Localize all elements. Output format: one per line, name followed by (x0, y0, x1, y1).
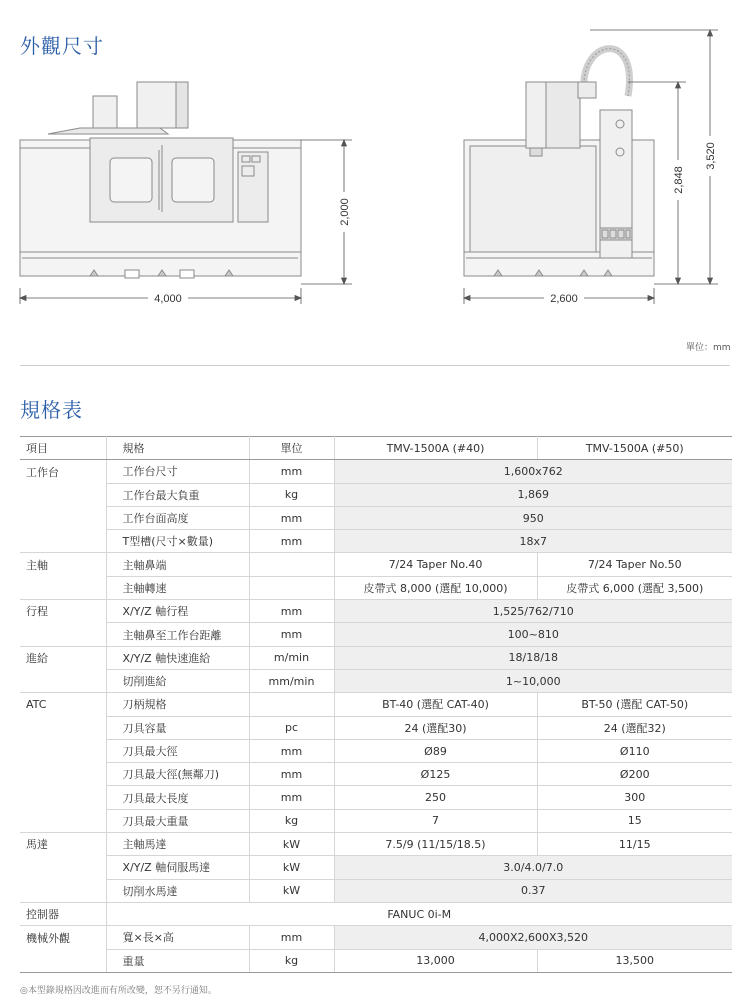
table-row (20, 460, 732, 483)
spec-item-cell: 刀具最大徑(無鄰刀) (106, 763, 249, 786)
spec-section-title: 規格表 (20, 398, 83, 422)
spec-item-cell: 工作台最大負重 (106, 483, 249, 506)
unit-cell: kW (249, 856, 334, 879)
merged-value-cell: 0.37 (334, 879, 732, 902)
table-row (20, 553, 732, 576)
unit-cell: mm (249, 926, 334, 949)
merged-value-cell: 18x7 (334, 530, 732, 553)
spec-item-cell: 主軸鼻端 (106, 553, 249, 576)
section-divider (20, 365, 730, 366)
category-cell: 行程 (20, 600, 106, 623)
merged-value-cell: 1,525/762/710 (334, 600, 732, 623)
category-cell (20, 623, 106, 646)
value-50-cell: BT-50 (選配 CAT-50) (537, 693, 732, 716)
merged-value-cell: 18/18/18 (334, 646, 732, 669)
table-row (20, 763, 732, 786)
value-50-cell: Ø200 (537, 763, 732, 786)
category-cell (20, 763, 106, 786)
merged-value-cell: FANUC 0i-M (106, 902, 732, 925)
table-row (20, 833, 732, 856)
category-cell: 馬達 (20, 833, 106, 856)
category-cell (20, 949, 106, 972)
merged-value-cell: 1,869 (334, 483, 732, 506)
table-header-cell: 規格 (106, 437, 249, 460)
table-row (20, 483, 732, 506)
spec-item-cell: X/Y/Z 軸行程 (106, 600, 249, 623)
merged-value-cell: 1~10,000 (334, 669, 732, 692)
category-cell: ATC (20, 693, 106, 716)
table-header-cell: TMV-1500A (#50) (537, 437, 732, 460)
value-50-cell: 13,500 (537, 949, 732, 972)
spec-item-cell: 主軸轉速 (106, 576, 249, 599)
category-cell (20, 669, 106, 692)
spec-item-cell: 切削水馬達 (106, 879, 249, 902)
value-40-cell: Ø125 (334, 763, 537, 786)
table-row (20, 786, 732, 809)
spec-item-cell: 工作台尺寸 (106, 460, 249, 483)
unit-cell: mm (249, 739, 334, 762)
category-cell: 主軸 (20, 553, 106, 576)
category-cell (20, 483, 106, 506)
table-header-row (20, 437, 732, 460)
unit-cell: m/min (249, 646, 334, 669)
dimension-drawings (0, 0, 750, 340)
table-row (20, 646, 732, 669)
category-cell (20, 786, 106, 809)
spec-table (20, 436, 732, 973)
table-row (20, 902, 732, 925)
category-cell: 機械外觀 (20, 926, 106, 949)
category-cell (20, 716, 106, 739)
category-cell (20, 739, 106, 762)
spec-item-cell: 刀柄規格 (106, 693, 249, 716)
unit-cell: mm (249, 506, 334, 529)
value-40-cell: 24 (選配30) (334, 716, 537, 739)
spec-item-cell: 刀具最大重量 (106, 809, 249, 832)
category-cell: 工作台 (20, 460, 106, 483)
value-40-cell: Ø89 (334, 739, 537, 762)
unit-cell: mm (249, 763, 334, 786)
value-50-cell: 24 (選配32) (537, 716, 732, 739)
unit-cell: mm (249, 786, 334, 809)
table-row (20, 949, 732, 972)
value-40-cell: 250 (334, 786, 537, 809)
unit-cell (249, 693, 334, 716)
front-height-label: 2,000 (339, 198, 351, 226)
category-cell (20, 879, 106, 902)
category-cell (20, 506, 106, 529)
spec-item-cell: 主軸鼻至工作台距離 (106, 623, 249, 646)
dimensions-section-title: 外觀尺寸 (20, 34, 104, 58)
value-50-cell: Ø110 (537, 739, 732, 762)
table-row (20, 506, 732, 529)
category-cell: 進給 (20, 646, 106, 669)
unit-cell: pc (249, 716, 334, 739)
side-inner-height-label: 2,848 (673, 166, 685, 194)
spec-item-cell: 刀具容量 (106, 716, 249, 739)
table-row (20, 576, 732, 599)
unit-cell: mm (249, 623, 334, 646)
table-row (20, 716, 732, 739)
value-50-cell: 7/24 Taper No.50 (537, 553, 732, 576)
spec-item-cell: 切削進給 (106, 669, 249, 692)
table-row (20, 879, 732, 902)
spec-item-cell: T型槽(尺寸×數量) (106, 530, 249, 553)
merged-value-cell: 1,600x762 (334, 460, 732, 483)
value-40-cell: 7/24 Taper No.40 (334, 553, 537, 576)
table-row (20, 530, 732, 553)
side-total-height-label: 3,520 (705, 142, 717, 170)
value-50-cell: 300 (537, 786, 732, 809)
front-view-drawing (20, 82, 301, 278)
spec-item-cell: X/Y/Z 軸伺服馬達 (106, 856, 249, 879)
category-cell (20, 809, 106, 832)
table-row (20, 926, 732, 949)
spec-item-cell: 主軸馬達 (106, 833, 249, 856)
table-row (20, 809, 732, 832)
category-cell: 控制器 (20, 902, 106, 925)
table-row (20, 856, 732, 879)
unit-cell (249, 553, 334, 576)
merged-value-cell: 4,000X2,600X3,520 (334, 926, 732, 949)
value-40-cell: 7 (334, 809, 537, 832)
table-row (20, 739, 732, 762)
unit-note: 單位：mm (686, 343, 731, 353)
unit-cell: kg (249, 483, 334, 506)
table-header-cell: 項目 (20, 437, 106, 460)
merged-value-cell: 950 (334, 506, 732, 529)
spec-item-cell: X/Y/Z 軸快速進給 (106, 646, 249, 669)
category-cell (20, 576, 106, 599)
value-40-cell: 7.5/9 (11/15/18.5) (334, 833, 537, 856)
unit-cell: kW (249, 833, 334, 856)
side-depth-label: 2,600 (550, 293, 578, 305)
table-row (20, 623, 732, 646)
value-40-cell: 皮帶式 8,000 (選配 10,000) (334, 576, 537, 599)
spec-item-cell: 工作台面高度 (106, 506, 249, 529)
table-row (20, 600, 732, 623)
unit-cell: kW (249, 879, 334, 902)
category-cell (20, 856, 106, 879)
table-row (20, 693, 732, 716)
unit-cell: mm (249, 530, 334, 553)
spec-item-cell: 寬×長×高 (106, 926, 249, 949)
unit-cell: mm/min (249, 669, 334, 692)
value-50-cell: 皮帶式 6,000 (選配 3,500) (537, 576, 732, 599)
table-header-cell: 單位 (249, 437, 334, 460)
merged-value-cell: 100~810 (334, 623, 732, 646)
unit-cell (249, 576, 334, 599)
category-cell (20, 530, 106, 553)
merged-value-cell: 3.0/4.0/7.0 (334, 856, 732, 879)
unit-cell: kg (249, 949, 334, 972)
value-40-cell: 13,000 (334, 949, 537, 972)
table-header-cell: TMV-1500A (#40) (334, 437, 537, 460)
value-50-cell: 15 (537, 809, 732, 832)
unit-cell: kg (249, 809, 334, 832)
spec-item-cell: 刀具最大長度 (106, 786, 249, 809)
unit-cell: mm (249, 600, 334, 623)
table-row (20, 669, 732, 692)
footnote: ◎本型錄規格因改進而有所改變，恕不另行通知。 (20, 986, 217, 996)
front-width-label: 4,000 (154, 293, 182, 305)
unit-cell: mm (249, 460, 334, 483)
value-40-cell: BT-40 (選配 CAT-40) (334, 693, 537, 716)
spec-item-cell: 重量 (106, 949, 249, 972)
value-50-cell: 11/15 (537, 833, 732, 856)
side-view-drawing (464, 49, 654, 276)
spec-item-cell: 刀具最大徑 (106, 739, 249, 762)
